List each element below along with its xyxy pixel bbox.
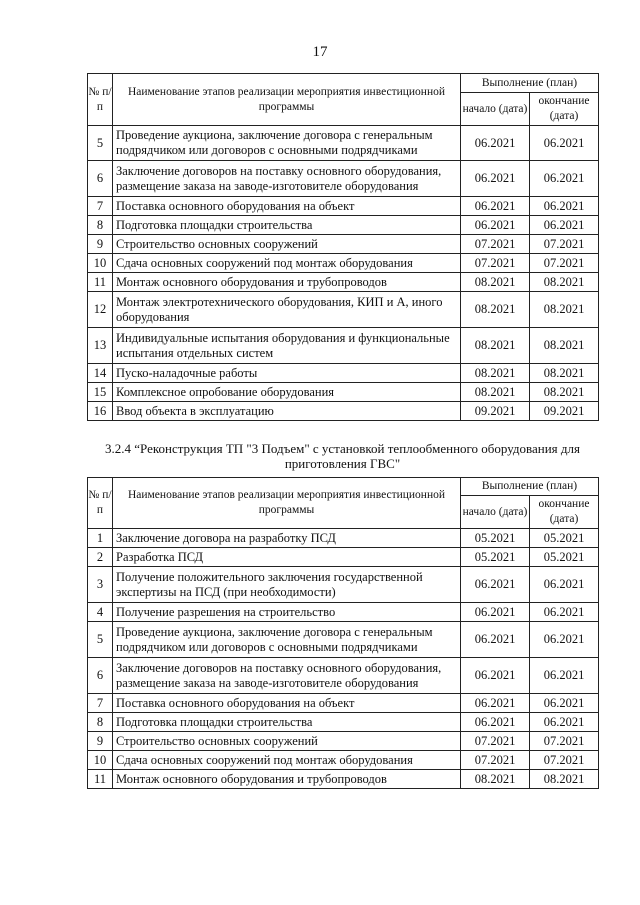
- section-heading-line-1: 3.2.4 “Реконструкция ТП "3 Подъем" с установкой теплообменного оборудования для: [104, 441, 580, 456]
- row-number: 1: [88, 529, 113, 548]
- table-row: [88, 770, 599, 789]
- row-number: 9: [88, 235, 113, 254]
- stage-name: Подготовка площадки строительства: [113, 216, 461, 235]
- end-date: 06.2021: [530, 197, 599, 216]
- start-date: 07.2021: [461, 254, 530, 273]
- start-date: 06.2021: [461, 197, 530, 216]
- header-execution: Выполнение (план): [461, 478, 599, 496]
- start-date: 08.2021: [461, 383, 530, 402]
- table-row: [88, 328, 599, 364]
- table-row: [88, 273, 599, 292]
- header-no: № п/п: [88, 478, 113, 529]
- stages-table-2: [87, 477, 599, 789]
- stage-name: Строительство основных сооружений: [113, 235, 461, 254]
- row-number: 8: [88, 216, 113, 235]
- row-number: 8: [88, 713, 113, 732]
- header-end: окончание (дата): [530, 496, 599, 529]
- start-date: 05.2021: [461, 548, 530, 567]
- row-number: 6: [88, 161, 113, 197]
- header-execution: Выполнение (план): [461, 74, 599, 93]
- start-date: 07.2021: [461, 732, 530, 751]
- table-row: [88, 161, 599, 197]
- table-row: [88, 292, 599, 328]
- end-date: 06.2021: [530, 622, 599, 658]
- stage-name: Сдача основных сооружений под монтаж оборудования: [113, 751, 461, 770]
- table-row: [88, 254, 599, 273]
- table-row: [88, 603, 599, 622]
- table-row: [88, 622, 599, 658]
- start-date: 06.2021: [461, 603, 530, 622]
- end-date: 06.2021: [530, 603, 599, 622]
- end-date: 05.2021: [530, 548, 599, 567]
- header-end: окончание (дата): [530, 93, 599, 126]
- stage-name: Проведение аукциона, заключение договора с генеральным подрядчиком или договоров с основными подрядчиками: [113, 126, 461, 161]
- row-number: 3: [88, 567, 113, 603]
- stage-name: Индивидуальные испытания оборудования и функциональные испытания отдельных систем: [113, 328, 461, 364]
- end-date: 08.2021: [530, 328, 599, 364]
- end-date: 08.2021: [530, 770, 599, 789]
- header-name: Наименование этапов реализации мероприятия инвестиционной программы: [113, 74, 461, 126]
- start-date: 06.2021: [461, 126, 530, 161]
- section-heading: [87, 441, 598, 471]
- start-date: 06.2021: [461, 161, 530, 197]
- table-row: [88, 694, 599, 713]
- stage-name: Строительство основных сооружений: [113, 732, 461, 751]
- end-date: 08.2021: [530, 383, 599, 402]
- table-row: [88, 197, 599, 216]
- stages-table-1: [87, 73, 599, 421]
- stage-name: Заключение договора на разработку ПСД: [113, 529, 461, 548]
- end-date: 06.2021: [530, 161, 599, 197]
- section-heading-line-2: приготовления ГВС": [284, 456, 401, 471]
- start-date: 07.2021: [461, 235, 530, 254]
- table-row: [88, 364, 599, 383]
- start-date: 06.2021: [461, 713, 530, 732]
- end-date: 08.2021: [530, 364, 599, 383]
- end-date: 08.2021: [530, 292, 599, 328]
- table-row: [88, 529, 599, 548]
- table-row: [88, 216, 599, 235]
- end-date: 06.2021: [530, 126, 599, 161]
- stage-name: Получение разрешения на строительство: [113, 603, 461, 622]
- start-date: 06.2021: [461, 567, 530, 603]
- table-row: [88, 567, 599, 603]
- table-row: [88, 713, 599, 732]
- start-date: 08.2021: [461, 273, 530, 292]
- start-date: 09.2021: [461, 402, 530, 421]
- stage-name: Комплексное опробование оборудования: [113, 383, 461, 402]
- start-date: 05.2021: [461, 529, 530, 548]
- row-number: 13: [88, 328, 113, 364]
- stage-name: Заключение договоров на поставку основного оборудования, размещение заказа на заводе-изготовителе оборудования: [113, 658, 461, 694]
- row-number: 7: [88, 694, 113, 713]
- row-number: 14: [88, 364, 113, 383]
- stage-name: Проведение аукциона, заключение договора с генеральным подрядчиком или договоров с основными подрядчиками: [113, 622, 461, 658]
- stage-name: Монтаж основного оборудования и трубопроводов: [113, 273, 461, 292]
- start-date: 08.2021: [461, 364, 530, 383]
- end-date: 09.2021: [530, 402, 599, 421]
- end-date: 07.2021: [530, 235, 599, 254]
- page-number: 17: [312, 44, 328, 60]
- stage-name: Поставка основного оборудования на объект: [113, 197, 461, 216]
- header-start: начало (дата): [461, 496, 530, 529]
- start-date: 08.2021: [461, 292, 530, 328]
- start-date: 08.2021: [461, 770, 530, 789]
- row-number: 2: [88, 548, 113, 567]
- row-number: 10: [88, 254, 113, 273]
- row-number: 6: [88, 658, 113, 694]
- stage-name: Монтаж основного оборудования и трубопроводов: [113, 770, 461, 789]
- row-number: 12: [88, 292, 113, 328]
- end-date: 06.2021: [530, 658, 599, 694]
- stage-name: Поставка основного оборудования на объект: [113, 694, 461, 713]
- row-number: 11: [88, 770, 113, 789]
- stage-name: Сдача основных сооружений под монтаж оборудования: [113, 254, 461, 273]
- row-number: 9: [88, 732, 113, 751]
- stage-name: Монтаж электротехнического оборудования, КИП и А, иного оборудования: [113, 292, 461, 328]
- row-number: 16: [88, 402, 113, 421]
- stage-name: Заключение договоров на поставку основного оборудования, размещение заказа на заводе-изготовителе оборудования: [113, 161, 461, 197]
- start-date: 08.2021: [461, 328, 530, 364]
- table-row: [88, 126, 599, 161]
- header-start: начало (дата): [461, 93, 530, 126]
- row-number: 11: [88, 273, 113, 292]
- table-row: [88, 658, 599, 694]
- header-no: № п/п: [88, 74, 113, 126]
- start-date: 06.2021: [461, 658, 530, 694]
- row-number: 15: [88, 383, 113, 402]
- end-date: 06.2021: [530, 713, 599, 732]
- table-row: [88, 751, 599, 770]
- end-date: 06.2021: [530, 216, 599, 235]
- row-number: 5: [88, 126, 113, 161]
- row-number: 5: [88, 622, 113, 658]
- row-number: 4: [88, 603, 113, 622]
- start-date: 07.2021: [461, 751, 530, 770]
- stage-name: Ввод объекта в эксплуатацию: [113, 402, 461, 421]
- start-date: 06.2021: [461, 216, 530, 235]
- end-date: 07.2021: [530, 751, 599, 770]
- table-row: [88, 235, 599, 254]
- table-row: [88, 383, 599, 402]
- end-date: 05.2021: [530, 529, 599, 548]
- table-row: [88, 732, 599, 751]
- table-row: [88, 402, 599, 421]
- stage-name: Получение положительного заключения государственной экспертизы на ПСД (при необходимости): [113, 567, 461, 603]
- end-date: 08.2021: [530, 273, 599, 292]
- start-date: 06.2021: [461, 622, 530, 658]
- end-date: 07.2021: [530, 732, 599, 751]
- end-date: 06.2021: [530, 694, 599, 713]
- stage-name: Подготовка площадки строительства: [113, 713, 461, 732]
- header-name: Наименование этапов реализации мероприятия инвестиционной программы: [113, 478, 461, 529]
- stage-name: Разработка ПСД: [113, 548, 461, 567]
- table-row: [88, 548, 599, 567]
- row-number: 7: [88, 197, 113, 216]
- start-date: 06.2021: [461, 694, 530, 713]
- row-number: 10: [88, 751, 113, 770]
- stage-name: Пуско-наладочные работы: [113, 364, 461, 383]
- end-date: 07.2021: [530, 254, 599, 273]
- end-date: 06.2021: [530, 567, 599, 603]
